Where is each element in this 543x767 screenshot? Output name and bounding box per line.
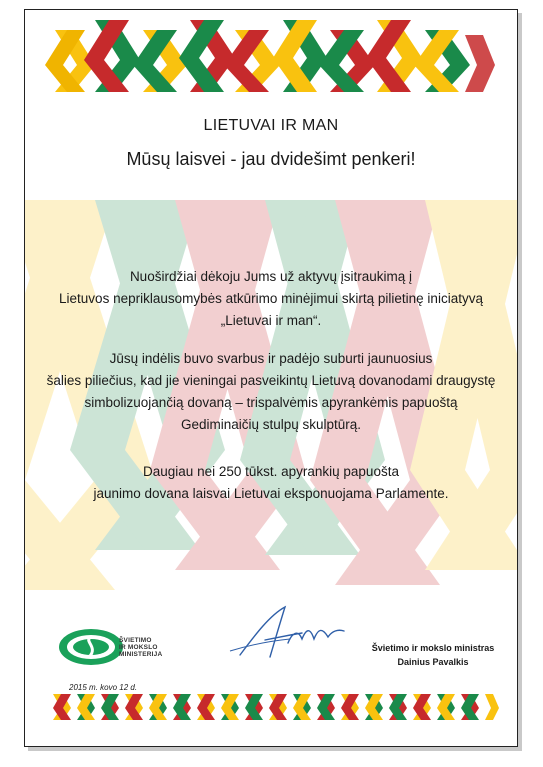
paragraph-line: simbolizuojančią dovaną – trispalvėmis apyrankėmis papuoštą	[84, 395, 458, 410]
paragraph-line: „Lietuvai ir man“.	[220, 313, 322, 328]
paragraph-line: jaunimo dovana laisvai Lietuvai eksponuojama Parlamente.	[93, 486, 449, 501]
ministry-logo-text	[119, 637, 162, 658]
certificate-page	[24, 9, 518, 747]
paragraph-line: Gediminaičių stulpų skulptūrą.	[180, 417, 362, 432]
signatory-block	[353, 641, 513, 669]
certificate-title: LIETUVAI IR MAN	[203, 117, 339, 134]
paragraph-line: Daugiau nei 250 tūkst. apyrankių papuošta	[143, 464, 399, 479]
paragraph-line: Lietuvos nepriklausomybės atkūrimo minėjimui skirtą pilietinę iniciatyvą	[59, 291, 483, 306]
paragraph-line: Jūsų indėlis buvo svarbus ir padėjo suburti jaunuosius	[109, 351, 433, 366]
certificate-date: 2015 m. kovo 12 d.	[69, 683, 138, 692]
logo-line: IR MOKSLO	[119, 644, 158, 651]
paragraph-line: Nuoširdžiai dėkoju Jums už aktyvų įsitraukimą į	[129, 269, 413, 284]
signatory-name: Dainius Pavalkis	[397, 657, 469, 667]
thanks-paragraph	[25, 266, 517, 332]
signatory-position: Švietimo ir mokslo ministras	[371, 643, 495, 653]
logo-line: ŠVIETIMO	[119, 637, 152, 644]
exhibition-paragraph	[25, 461, 517, 505]
logo-line: MINISTERIJA	[119, 651, 163, 658]
signature-image	[210, 595, 350, 665]
paragraph-line: šalies piliečius, kad jie vieningai pasveikintų Lietuvą dovanodami draugystę	[46, 373, 496, 388]
certificate-subtitle: Mūsų laisvei - jau dvidešimt penkeri!	[126, 149, 416, 169]
contribution-paragraph	[25, 348, 517, 436]
